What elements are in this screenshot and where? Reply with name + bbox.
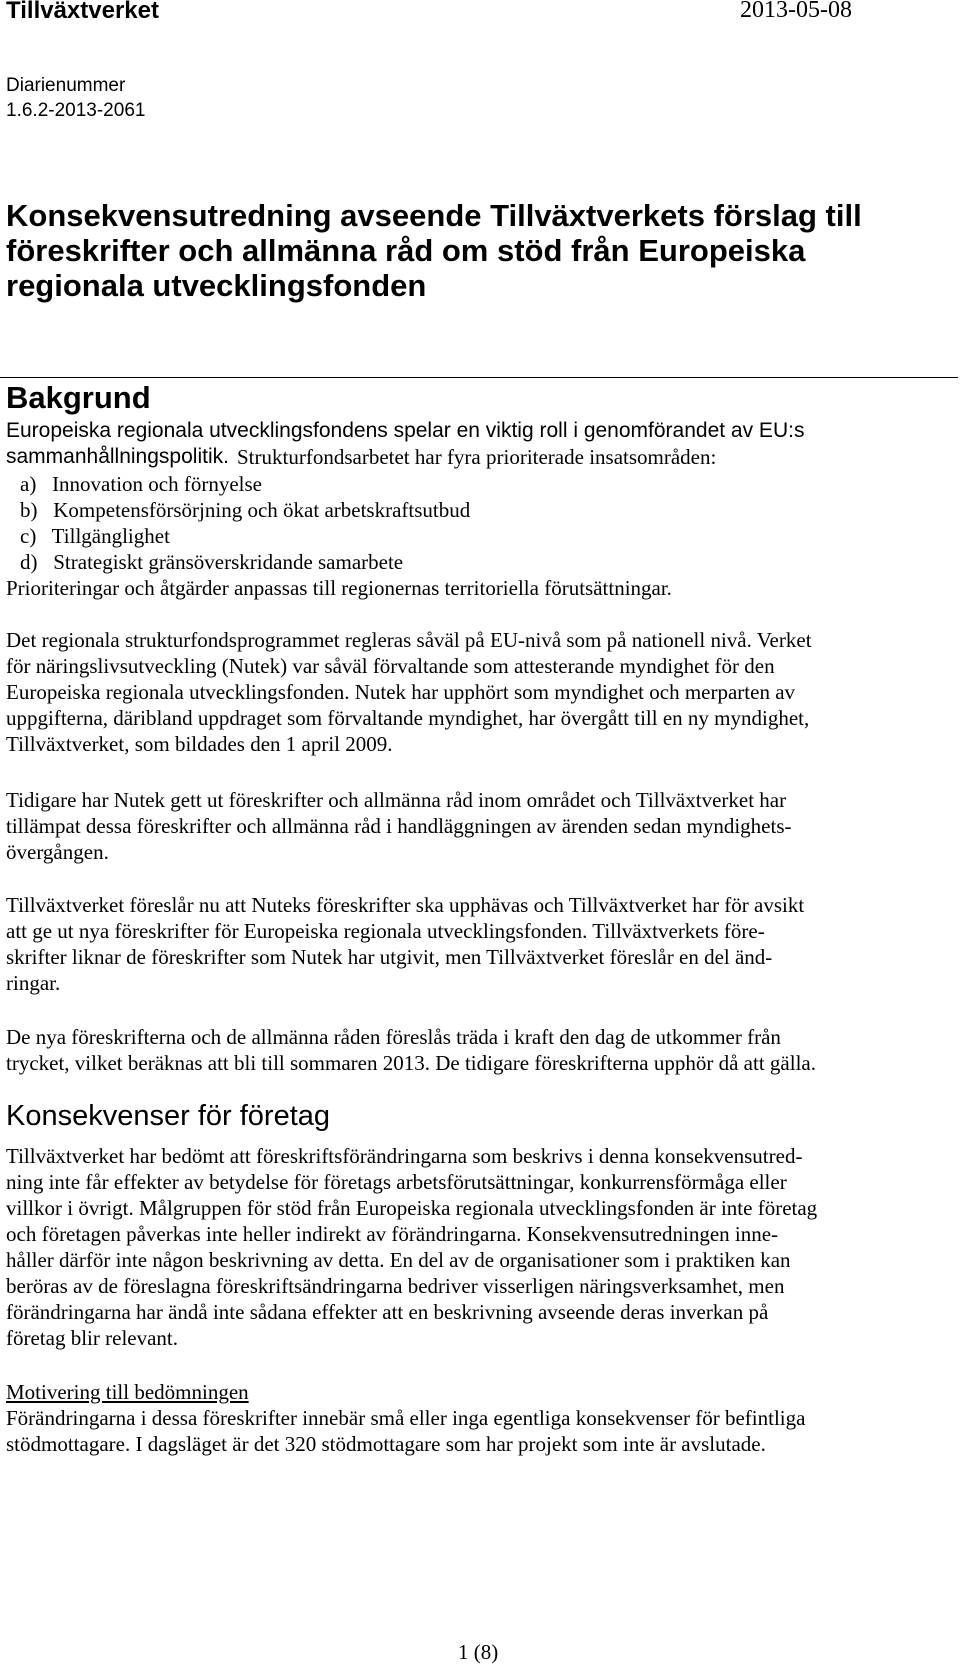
organization-name: Tillväxtverket bbox=[6, 0, 159, 24]
paragraph-line: Tillväxtverket har bedömt att föreskriftsförändringarna som beskrivs i denna konsekvensutred- bbox=[6, 1144, 803, 1168]
section-heading-background: Bakgrund bbox=[6, 380, 151, 415]
title-divider bbox=[0, 377, 958, 378]
subheading-motivation: Motivering till bedömningen bbox=[6, 1380, 249, 1404]
paragraph-line: Tidigare har Nutek gett ut föreskrifter och allmänna råd inom området och Tillväxtverket har bbox=[6, 788, 787, 812]
paragraph-line: tillämpat dessa föreskrifter och allmänna råd i handläggningen av ärenden sedan myndighets- bbox=[6, 814, 792, 838]
document-title-line: regionala utvecklingsfonden bbox=[6, 268, 427, 303]
paragraph-line: Europeiska regionala utvecklingsfonden. Nutek har upphört som myndighet och merparten av bbox=[6, 680, 796, 704]
intro-line: Europeiska regionala utvecklingsfondens spelar en viktig roll i genomförandet av EU:s bbox=[6, 419, 805, 442]
list-item: d) Strategiskt gränsöverskridande samarbete bbox=[20, 550, 404, 574]
document-title-line: Konsekvensutredning avseende Tillväxtverkets förslag till bbox=[6, 198, 862, 233]
intro-line-sans: sammanhållningspolitik. bbox=[6, 445, 229, 468]
paragraph-line: ning inte får effekter av betydelse för företags arbetsförutsättningar, konkurrensförmåga eller bbox=[6, 1170, 787, 1194]
paragraph-line: De nya föreskrifterna och de allmänna råden föreslås träda i kraft den dag de utkommer från bbox=[6, 1025, 781, 1049]
paragraph-line: att ge ut nya föreskrifter för Europeiska regionala utvecklingsfonden. Tillväxtverkets före- bbox=[6, 919, 765, 943]
registration-number: 1.6.2-2013-2061 bbox=[6, 100, 146, 121]
registration-label: Diarienummer bbox=[6, 75, 126, 96]
paragraph-line: trycket, vilket beräknas att bli till sommaren 2013. De tidigare föreskrifterna upphör då att gälla. bbox=[6, 1051, 816, 1075]
paragraph-line: övergången. bbox=[6, 840, 109, 864]
paragraph-line: Tillväxtverket föreslår nu att Nuteks föreskrifter ska upphävas och Tillväxtverket har för avsikt bbox=[6, 893, 805, 917]
paragraph-line: håller därför inte någon beskrivning av detta. En del av de organisationer som i praktiken kan bbox=[6, 1248, 791, 1272]
list-item: b) Kompetensförsörjning och ökat arbetskraftsutbud bbox=[20, 498, 471, 522]
paragraph-line: Tillväxtverket, som bildades den 1 april 2009. bbox=[6, 732, 393, 756]
paragraph-line: förändringarna har ändå inte sådana effekter att en beskrivning avseende deras inverkan på bbox=[6, 1300, 769, 1324]
paragraph-line: företag blir relevant. bbox=[6, 1326, 178, 1350]
document-date: 2013-05-08 bbox=[740, 0, 852, 23]
list-item: c) Tillgänglighet bbox=[20, 524, 170, 548]
paragraph-line: skrifter liknar de föreskrifter som Nutek har utgivit, men Tillväxtverket föreslår en del änd- bbox=[6, 945, 773, 969]
intro-line-serif: Strukturfondsarbetet har fyra prioriterade insatsområden: bbox=[237, 445, 717, 469]
list-item: a) Innovation och förnyelse bbox=[20, 472, 263, 496]
paragraph-line: och företagen påverkas inte heller indirekt av förändringarna. Konsekvensutredningen inne- bbox=[6, 1222, 779, 1246]
paragraph-line: ringar. bbox=[6, 971, 61, 995]
section-heading-consequences: Konsekvenser för företag bbox=[6, 1100, 331, 1132]
page-number: 1 (8) bbox=[458, 1640, 499, 1664]
priorities-closing: Prioriteringar och åtgärder anpassas till regionernas territoriella förutsättningar. bbox=[6, 576, 672, 600]
paragraph-line: för näringslivsutveckling (Nutek) var såväl förvaltande som attesterande myndighet för den bbox=[6, 654, 775, 678]
paragraph-line: Det regionala strukturfondsprogrammet regleras såväl på EU-nivå som på nationell nivå. Verket bbox=[6, 628, 812, 652]
paragraph-line: stödmottagare. I dagsläget är det 320 stödmottagare som har projekt som inte är avslutade. bbox=[6, 1432, 766, 1456]
paragraph-line: Förändringarna i dessa föreskrifter innebär små eller inga egentliga konsekvenser för befintliga bbox=[6, 1406, 806, 1430]
paragraph-line: beröras av de föreslagna föreskriftsändringarna bedriver visserligen näringsverksamhet, men bbox=[6, 1274, 785, 1298]
document-title-line: föreskrifter och allmänna råd om stöd från Europeiska bbox=[6, 233, 806, 268]
paragraph-line: uppgifterna, däribland uppdraget som förvaltande myndighet, har övergått till en ny myndighet, bbox=[6, 706, 810, 730]
paragraph-line: villkor i övrigt. Målgruppen för stöd från Europeiska regionala utvecklingsfonden är inte företag bbox=[6, 1196, 818, 1220]
